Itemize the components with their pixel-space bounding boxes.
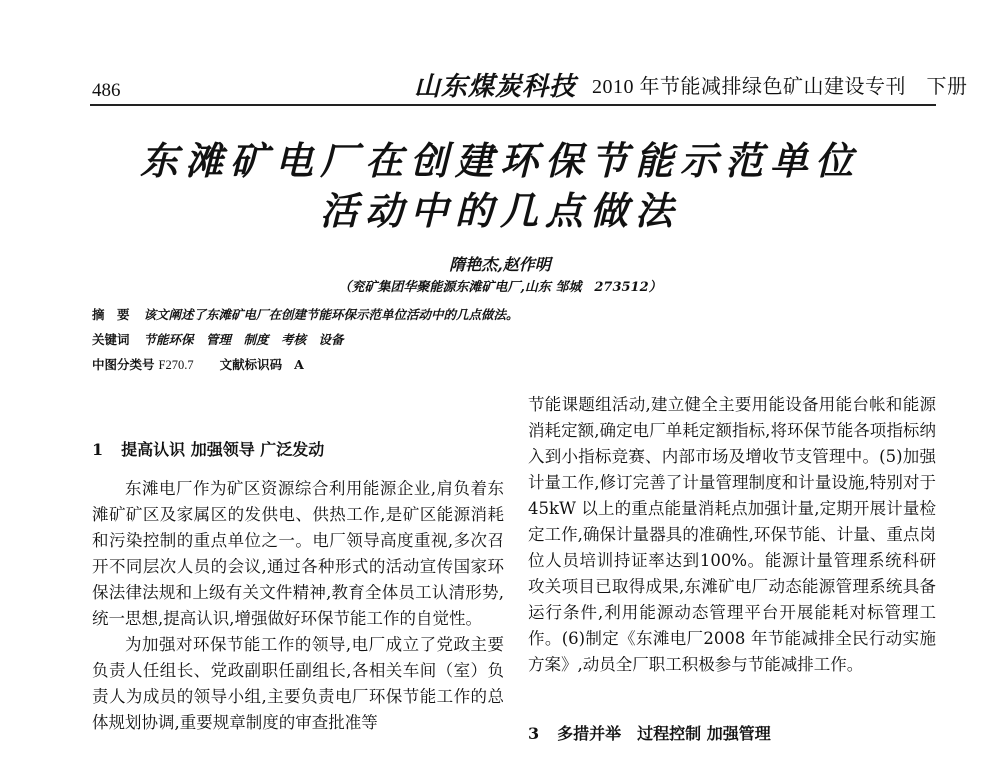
doc-code-label: 文献标识码 xyxy=(219,357,283,372)
section-3-heading xyxy=(528,721,771,744)
section-1-paragraph-1: 东滩电厂作为矿区资源综合利用能源企业,肩负着东滩矿矿区及家属区的发供电、供热工作,是矿区能源消耗和污染控制的重点单位之一。电厂领导高度重视,多次召开不同层次人员的会议,通过各种形式的活动宣传国家环保法律法规和上级有关文件精神,教育全体员工认清形势,统一思想,提高认识,增强做好环保节能工作的自觉性。 xyxy=(92,479,504,628)
classification-label: 中图分类号 xyxy=(92,357,155,372)
abstract-text: 该文阐述了东滩矿电厂在创建节能环保示范单位活动中的几点做法。 xyxy=(143,307,519,322)
authors: 隋艳杰,赵作明 xyxy=(449,255,551,274)
right-paragraph-1: 节能课题组活动,建立健全主要用能设备用能台帐和能源消耗定额,确定电厂单耗定额指标,将环保节能各项指标纳入到小指标竞赛、内部市场及增收节支管理中。(5)加强计量工作,修订完善了计量管理制度和计量设施,特别对于45kW 以上的重点能量消耗点加强计量,定期开展计量检定工作,确保计量器具的准确性,环保节能、计量、重点岗位人员培训持证率达到100%。能源计量管理系统科研攻关项目已取得成果,东滩矿电厂动态能源管理系统具备运行条件,利用能源动态管理平台开展能耗对标管理工作。(6)制定《东滩电厂2008 年节能减排全民行动实施方案》,动员全厂职工积极参与节能减排工作。 xyxy=(528,395,936,674)
header-divider xyxy=(90,104,936,106)
affiliation: （兖矿集团华聚能源东滩矿电厂,山东 邹城 273512） xyxy=(338,280,662,295)
classification xyxy=(92,355,304,373)
keywords-text: 节能环保 管理 制度 考核 设备 xyxy=(143,332,344,347)
abstract-label: 摘 要 xyxy=(92,307,130,322)
section-1-paragraph-2: 为加强对环保节能工作的领导,电厂成立了党政主要负责人任组长、党政副职任副组长,各相关车间（室）负责人为成员的领导小组,主要负责电厂环保节能工作的总体规划协调,重要规章制度的审查批准等 xyxy=(92,635,504,732)
section-1-number: 1 xyxy=(92,440,104,459)
right-column xyxy=(528,392,936,678)
keywords-label: 关键词 xyxy=(92,332,130,347)
article-title-line-1: 东滩矿电厂在创建环保节能示范单位 xyxy=(139,138,860,183)
left-column xyxy=(92,476,504,736)
section-1-heading xyxy=(92,437,324,460)
classification-value: F270.7 xyxy=(158,358,194,372)
doc-code-value: A xyxy=(294,357,304,372)
abstract xyxy=(92,305,519,323)
section-3-title: 多措并举 过程控制 加强管理 xyxy=(557,724,771,743)
keywords xyxy=(92,330,344,348)
issue-info: 2010 年节能减排绿色矿山建设专刊 下册 xyxy=(592,76,968,98)
journal-name: 山东煤炭科技 xyxy=(414,72,577,102)
article-title-line-2: 活动中的几点做法 xyxy=(319,188,680,233)
section-1-title: 提高认识 加强领导 广泛发动 xyxy=(121,440,325,459)
page-number: 486 xyxy=(92,80,121,101)
section-3-number: 3 xyxy=(528,724,540,743)
